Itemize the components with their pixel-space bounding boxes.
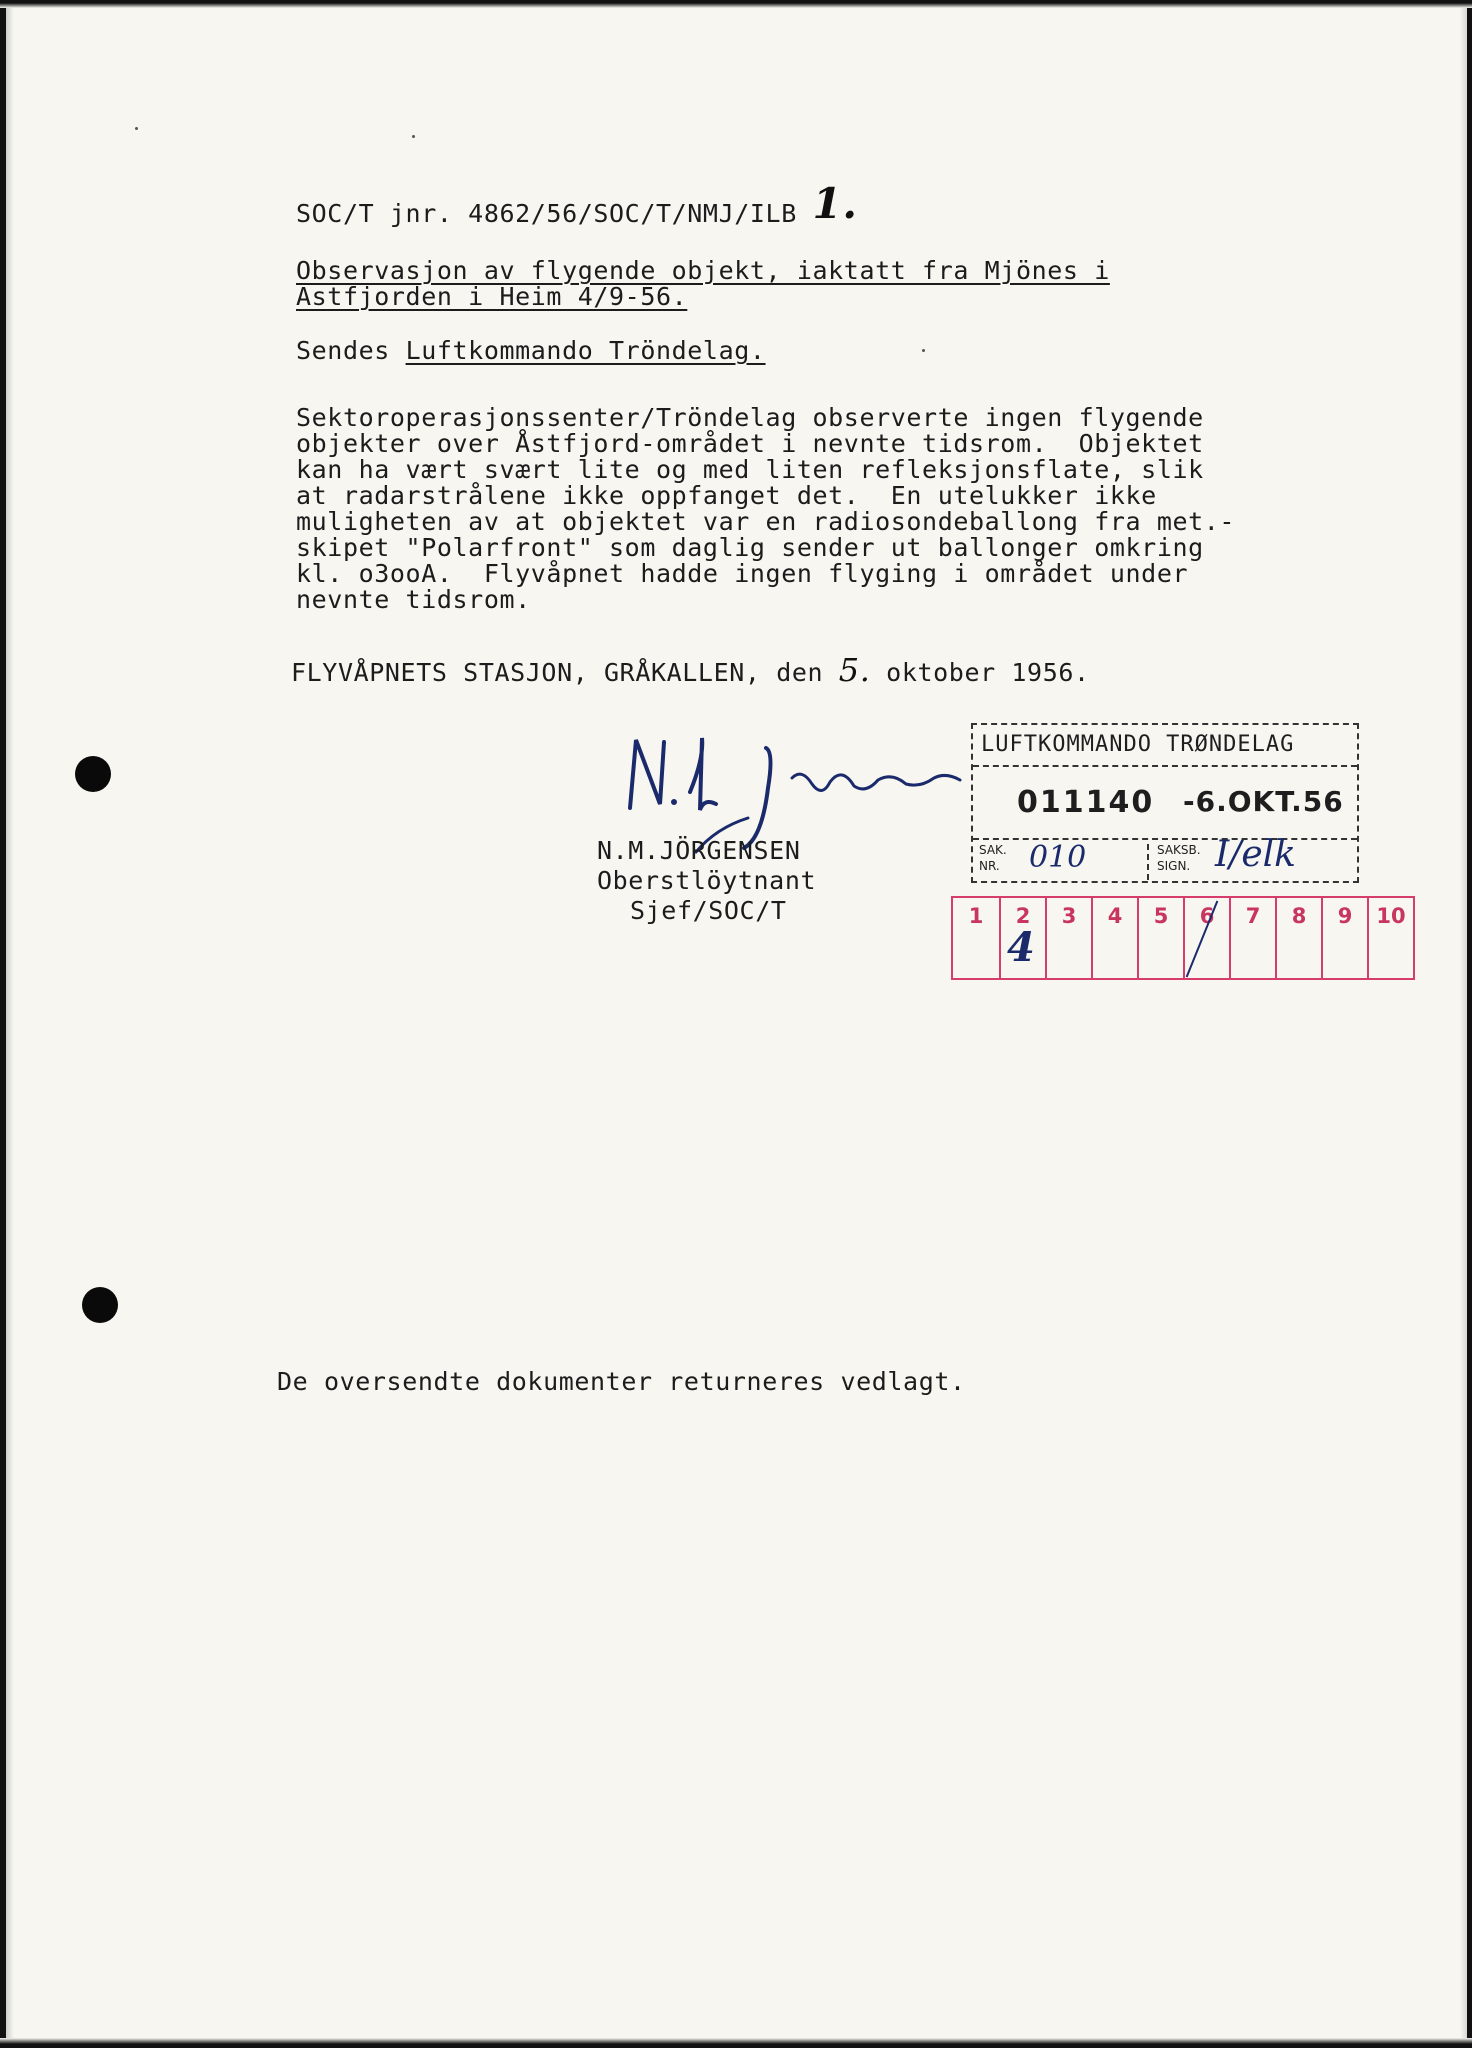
body-line: Sektoroperasjonssenter/Tröndelag observerte ingen flygende: [296, 403, 1204, 432]
dateline-day: 5.: [838, 651, 871, 689]
body-line: kan ha vært svært lite og med liten refleksjonsflate, slik: [296, 455, 1204, 484]
signer-name: N.M.JÖRGENSEN: [597, 836, 801, 865]
stamp-saksb-sign: I/elk: [1215, 834, 1296, 875]
signer-rank: Oberstlöytnant: [597, 866, 817, 895]
grid-cell-label: 9: [1337, 904, 1353, 928]
grid-cell-3: [1045, 898, 1091, 978]
body-line: skipet "Polarfront" som daglig sender ut ballonger omkring: [296, 533, 1204, 562]
grid-cell-2: [999, 898, 1045, 978]
grid-cell-label: 3: [1061, 904, 1077, 928]
subject-line-2: Astfjorden i Heim 4/9-56.: [296, 282, 688, 311]
stamp-sak-label: SAK. NR.: [979, 843, 1007, 873]
received-stamp: [971, 723, 1359, 883]
grid-cell-label: 10: [1376, 904, 1406, 928]
grid-cell-label: 5: [1153, 904, 1169, 928]
grid-cell-1: [953, 898, 999, 978]
grid-cell-6: [1183, 898, 1229, 978]
grid-cell-label: 7: [1245, 904, 1261, 928]
reference-text: SOC/T jnr. 4862/56/SOC/T/NMJ/ILB: [296, 199, 797, 228]
stamp-footer: [973, 834, 1357, 883]
grid-cell-10: [1367, 898, 1413, 978]
stamp-saksb-label: SAKSB. SIGN.: [1157, 843, 1201, 873]
scan-edge-top: [0, 0, 1472, 8]
dateline: [291, 651, 1090, 689]
footer-line: De oversendte dokumenter returneres vedlagt.: [277, 1367, 966, 1396]
body-line: objekter over Åstfjord-området i nevnte tidsrom. Objektet: [296, 429, 1204, 458]
grid-cell-label: 6: [1199, 904, 1215, 928]
grid-cell-label: 4: [1107, 904, 1123, 928]
paper-speck: [135, 127, 138, 130]
reference-line: [296, 179, 858, 229]
grid-cell-9: [1321, 898, 1367, 978]
recipient-line: [296, 336, 766, 366]
body-line: nevnte tidsrom.: [296, 585, 531, 614]
recipient-name: Luftkommando Tröndelag.: [405, 336, 766, 365]
grid-handwritten-mark: 4: [1007, 924, 1035, 971]
grid-cell-4: [1091, 898, 1137, 978]
stamp-date: -6.OKT.56: [1183, 785, 1344, 818]
grid-cell-7: [1229, 898, 1275, 978]
subject-line-1: Observasjon av flygende objekt, iaktatt fra Mjönes i: [296, 256, 1110, 285]
body-line: muligheten av at objektet var en radiosondeballong fra met.-: [296, 507, 1236, 536]
stamp-header: LUFTKOMMANDO TRØNDELAG: [973, 725, 1357, 767]
grid-cell-label: 8: [1291, 904, 1307, 928]
scan-edge-bottom: [0, 2038, 1472, 2048]
grid-cell-label: 2: [1015, 904, 1031, 928]
grid-cell-8: [1275, 898, 1321, 978]
signature-handwritten-text: [616, 728, 624, 729]
grid-cell-label: 1: [968, 904, 984, 928]
punch-hole-lower: [82, 1287, 118, 1323]
grid-cell-5: [1137, 898, 1183, 978]
punch-hole-upper: [75, 756, 111, 792]
signer-position: Sjef/SOC/T: [630, 896, 787, 925]
recipient-prefix: Sendes: [296, 336, 406, 365]
handwritten-number: 1.: [812, 179, 858, 228]
dateline-prefix: FLYVÅPNETS STASJON, GRÅKALLEN, den: [291, 658, 839, 687]
routing-grid: [951, 896, 1415, 980]
paper-speck: [412, 135, 415, 138]
stamp-sak-number: 010: [1029, 840, 1087, 875]
dateline-suffix: oktober 1956.: [870, 658, 1090, 687]
paper-speck: [922, 349, 925, 352]
scan-edge-left: [0, 0, 14, 2048]
scan-edge-right: [1460, 0, 1472, 2048]
body-line: at radarstrålene ikke oppfanget det. En utelukker ikke: [296, 481, 1157, 510]
body-line: kl. o3ooA. Flyvåpnet hadde ingen flyging i området under: [296, 559, 1189, 588]
stamp-number: 011140: [1017, 785, 1155, 820]
stamp-divider: [1147, 844, 1149, 880]
